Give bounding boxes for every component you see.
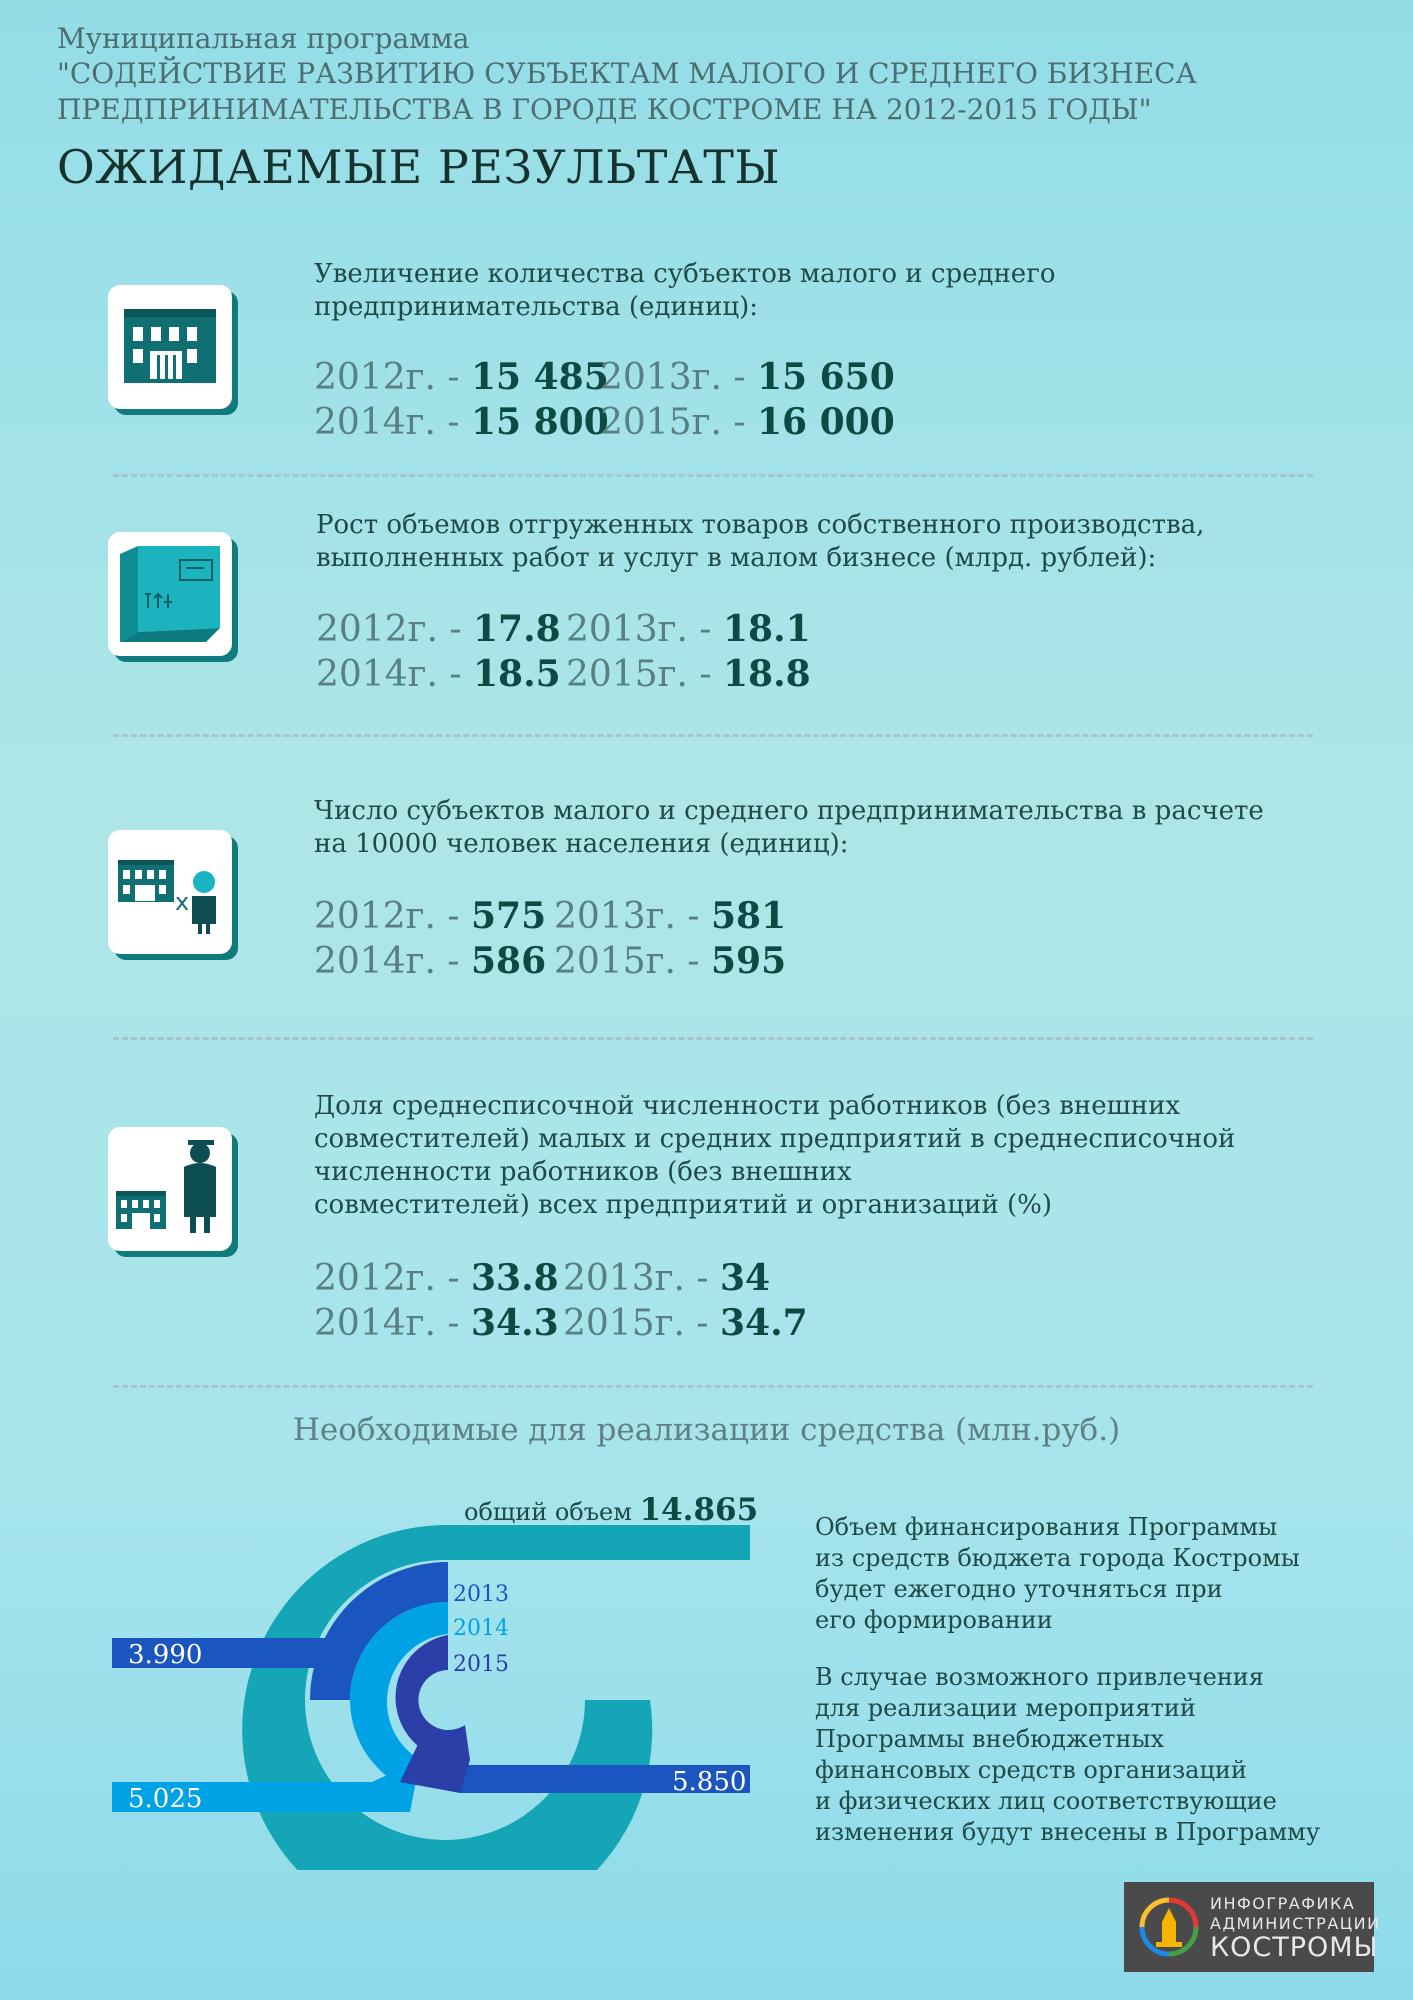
result-1-2013: 2013г. - 15 650 xyxy=(600,356,895,398)
result-4-2014: 2014г. - 34.3 xyxy=(314,1302,559,1344)
year-label-2014: 2014 xyxy=(453,1616,509,1641)
result-4-2012: 2012г. - 33.8 xyxy=(314,1257,559,1299)
total-label: общий объем 14.865 xyxy=(464,1492,759,1528)
result-1-2014: 2014г. - 15 800 xyxy=(314,401,609,443)
logo-line-1: ИНФОГРАФИКА xyxy=(1210,1894,1356,1913)
divider xyxy=(113,734,1313,737)
divider xyxy=(113,1385,1313,1388)
program-label: Муниципальная программа xyxy=(57,22,470,55)
divider xyxy=(113,1037,1313,1040)
building-icon xyxy=(108,285,232,409)
result-3-2013: 2013г. - 581 xyxy=(554,895,787,937)
result-4-2013: 2013г. - 34 xyxy=(563,1257,771,1299)
total-bar xyxy=(440,1525,750,1560)
value-label-2013: 3.990 xyxy=(128,1640,203,1670)
result-2-2014: 2014г. - 18.5 xyxy=(316,653,561,695)
result-4-2015: 2015г. - 34.7 xyxy=(563,1302,808,1344)
box-icon xyxy=(108,532,232,656)
result-3-2015: 2015г. - 595 xyxy=(554,940,787,982)
logo-line-2: АДМИНИСТРАЦИИ xyxy=(1210,1914,1381,1933)
result-2-2015: 2015г. - 18.8 xyxy=(566,653,811,695)
building-person-icon xyxy=(108,830,232,954)
value-label-2015: 5.850 xyxy=(672,1767,747,1797)
result-3-2014: 2014г. - 586 xyxy=(314,940,547,982)
page-title: ОЖИДАЕМЫЕ РЕЗУЛЬТАТЫ xyxy=(57,140,781,194)
result-3-2012: 2012г. - 575 xyxy=(314,895,547,937)
year-label-2015: 2015 xyxy=(453,1652,509,1677)
funding-title: Необходимые для реализации средства (млн.руб.) xyxy=(292,1412,1121,1448)
result-1-2015: 2015г. - 16 000 xyxy=(600,401,895,443)
value-label-2014: 5.025 xyxy=(128,1784,203,1814)
funding-notes: Объем финансирования Программы из средств бюджета города Костромы будет ежегодно уточняться при его формировании В случае возможного привлечения для реализации мероприятий Программы внебюджетных финансовых средств организаций и физических лиц соответствующие изменения будут внесены в Программу xyxy=(815,1513,1320,1846)
result-3-description: Число субъектов малого и среднего предпринимательства в расчете на 10000 человек населения (единиц): xyxy=(314,796,1264,859)
year-label-2013: 2013 xyxy=(453,1582,509,1607)
result-1-2012: 2012г. - 15 485 xyxy=(314,356,609,398)
building-worker-icon xyxy=(108,1127,232,1251)
multiply-sign: x xyxy=(175,888,190,916)
program-title-line-2: ПРЕДПРИНИМАТЕЛЬСТВА В ГОРОДЕ КОСТРОМЕ НА 2012-2015 ГОДЫ" xyxy=(57,93,1152,126)
result-2-2012: 2012г. - 17.8 xyxy=(316,608,561,650)
result-4-description: Доля среднесписочной численности работников (без внешних совместителей) малых и средних предприятий в среднесписочной численности работников (без внешних совместителей) всех предприятий и организаций (%) xyxy=(314,1091,1236,1220)
divider xyxy=(113,474,1313,477)
infographics-logo xyxy=(1124,1882,1381,1972)
program-title-line-1: "СОДЕЙСТВИЕ РАЗВИТИЮ СУБЪЕКТАМ МАЛОГО И СРЕДНЕГО БИЗНЕСА xyxy=(57,57,1197,90)
result-2-description: Рост объемов отгруженных товаров собственного производства, выполненных работ и услуг в малом бизнесе (млрд. рублей): xyxy=(316,510,1205,573)
result-2-2013: 2013г. - 18.1 xyxy=(566,608,811,650)
logo-line-3: КОСТРОМЫ xyxy=(1210,1932,1379,1963)
kostroma-emblem-icon xyxy=(1134,1892,1204,1962)
result-1-description: Увеличение количества субъектов малого и среднего предпринимательства (единиц): xyxy=(314,259,1056,322)
